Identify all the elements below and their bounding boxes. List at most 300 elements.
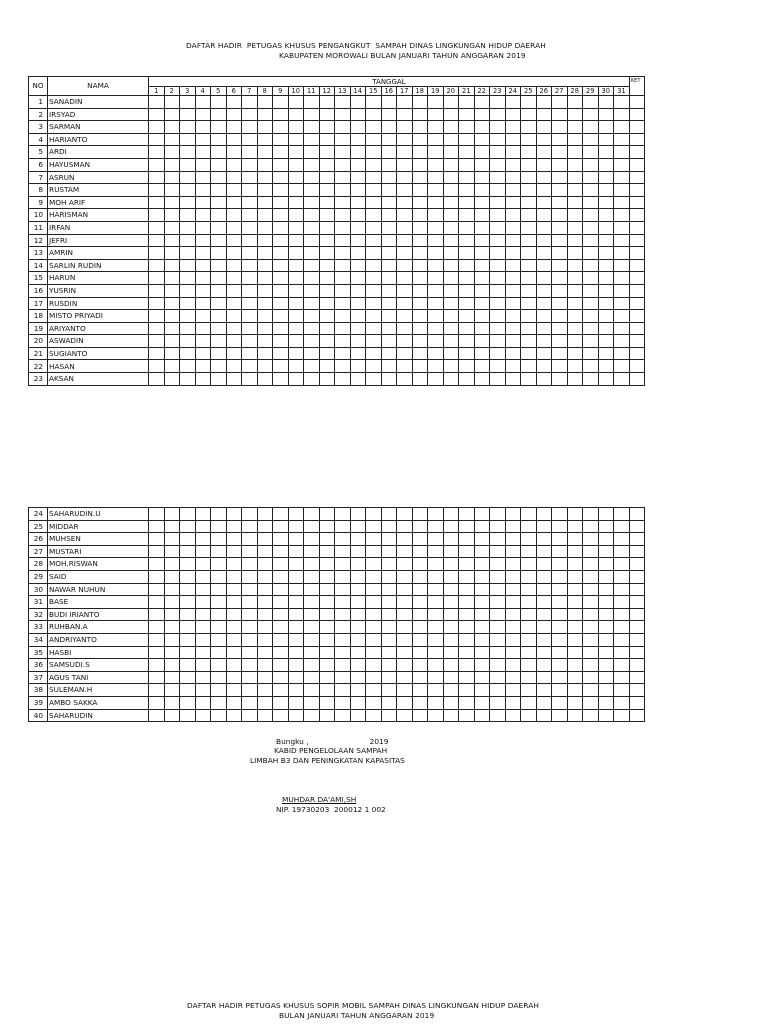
attendance-cell[interactable]: [505, 146, 521, 159]
attendance-cell[interactable]: [381, 209, 397, 222]
attendance-cell[interactable]: [567, 234, 583, 247]
attendance-cell[interactable]: [335, 570, 351, 583]
attendance-cell[interactable]: [211, 310, 227, 323]
attendance-cell[interactable]: [226, 347, 242, 360]
attendance-cell[interactable]: [257, 96, 273, 109]
attendance-cell[interactable]: [366, 335, 382, 348]
attendance-cell[interactable]: [505, 108, 521, 121]
attendance-cell[interactable]: [335, 621, 351, 634]
attendance-cell[interactable]: [304, 360, 320, 373]
attendance-cell[interactable]: [490, 545, 506, 558]
attendance-cell[interactable]: [381, 570, 397, 583]
attendance-cell[interactable]: [443, 335, 459, 348]
attendance-cell[interactable]: [288, 171, 304, 184]
attendance-cell[interactable]: [428, 322, 444, 335]
attendance-cell[interactable]: [257, 596, 273, 609]
ket-cell[interactable]: [629, 322, 644, 335]
attendance-cell[interactable]: [304, 234, 320, 247]
attendance-cell[interactable]: [304, 570, 320, 583]
attendance-cell[interactable]: [459, 373, 475, 386]
attendance-cell[interactable]: [350, 322, 366, 335]
attendance-cell[interactable]: [536, 209, 552, 222]
attendance-cell[interactable]: [381, 196, 397, 209]
attendance-cell[interactable]: [211, 570, 227, 583]
attendance-cell[interactable]: [288, 247, 304, 260]
attendance-cell[interactable]: [397, 709, 413, 722]
attendance-cell[interactable]: [366, 533, 382, 546]
attendance-cell[interactable]: [164, 259, 180, 272]
attendance-cell[interactable]: [211, 646, 227, 659]
attendance-cell[interactable]: [459, 146, 475, 159]
attendance-cell[interactable]: [335, 209, 351, 222]
attendance-cell[interactable]: [428, 96, 444, 109]
attendance-cell[interactable]: [242, 133, 258, 146]
attendance-cell[interactable]: [536, 633, 552, 646]
attendance-cell[interactable]: [319, 533, 335, 546]
attendance-cell[interactable]: [335, 533, 351, 546]
attendance-cell[interactable]: [242, 209, 258, 222]
attendance-cell[interactable]: [319, 709, 335, 722]
attendance-cell[interactable]: [443, 583, 459, 596]
attendance-cell[interactable]: [614, 520, 630, 533]
attendance-cell[interactable]: [521, 272, 537, 285]
attendance-cell[interactable]: [521, 133, 537, 146]
attendance-cell[interactable]: [428, 545, 444, 558]
ket-cell[interactable]: [629, 520, 644, 533]
attendance-cell[interactable]: [583, 633, 599, 646]
attendance-cell[interactable]: [459, 558, 475, 571]
attendance-cell[interactable]: [257, 508, 273, 521]
ket-cell[interactable]: [629, 508, 644, 521]
attendance-cell[interactable]: [583, 284, 599, 297]
attendance-cell[interactable]: [350, 583, 366, 596]
attendance-cell[interactable]: [397, 696, 413, 709]
attendance-cell[interactable]: [211, 121, 227, 134]
attendance-cell[interactable]: [614, 146, 630, 159]
attendance-cell[interactable]: [552, 608, 568, 621]
attendance-cell[interactable]: [397, 335, 413, 348]
attendance-cell[interactable]: [195, 247, 211, 260]
attendance-cell[interactable]: [567, 221, 583, 234]
attendance-cell[interactable]: [598, 133, 614, 146]
attendance-cell[interactable]: [521, 621, 537, 634]
attendance-cell[interactable]: [536, 221, 552, 234]
attendance-cell[interactable]: [180, 608, 196, 621]
attendance-cell[interactable]: [583, 545, 599, 558]
attendance-cell[interactable]: [552, 633, 568, 646]
attendance-cell[interactable]: [350, 347, 366, 360]
attendance-cell[interactable]: [149, 234, 165, 247]
attendance-cell[interactable]: [180, 583, 196, 596]
attendance-cell[interactable]: [288, 121, 304, 134]
attendance-cell[interactable]: [397, 684, 413, 697]
attendance-cell[interactable]: [505, 696, 521, 709]
attendance-cell[interactable]: [195, 533, 211, 546]
attendance-cell[interactable]: [443, 234, 459, 247]
attendance-cell[interactable]: [335, 158, 351, 171]
attendance-cell[interactable]: [521, 633, 537, 646]
ket-cell[interactable]: [629, 347, 644, 360]
attendance-cell[interactable]: [443, 621, 459, 634]
attendance-cell[interactable]: [319, 146, 335, 159]
attendance-cell[interactable]: [273, 696, 289, 709]
attendance-cell[interactable]: [319, 196, 335, 209]
attendance-cell[interactable]: [583, 684, 599, 697]
attendance-cell[interactable]: [552, 335, 568, 348]
attendance-cell[interactable]: [180, 196, 196, 209]
attendance-cell[interactable]: [273, 146, 289, 159]
attendance-cell[interactable]: [381, 96, 397, 109]
attendance-cell[interactable]: [583, 247, 599, 260]
attendance-cell[interactable]: [288, 520, 304, 533]
attendance-cell[interactable]: [459, 583, 475, 596]
attendance-cell[interactable]: [443, 259, 459, 272]
attendance-cell[interactable]: [521, 696, 537, 709]
attendance-cell[interactable]: [397, 608, 413, 621]
attendance-cell[interactable]: [412, 596, 428, 609]
attendance-cell[interactable]: [474, 347, 490, 360]
attendance-cell[interactable]: [288, 570, 304, 583]
attendance-cell[interactable]: [180, 221, 196, 234]
attendance-cell[interactable]: [350, 659, 366, 672]
attendance-cell[interactable]: [211, 583, 227, 596]
attendance-cell[interactable]: [257, 347, 273, 360]
attendance-cell[interactable]: [335, 709, 351, 722]
ket-cell[interactable]: [629, 621, 644, 634]
attendance-cell[interactable]: [536, 171, 552, 184]
attendance-cell[interactable]: [366, 322, 382, 335]
attendance-cell[interactable]: [381, 621, 397, 634]
attendance-cell[interactable]: [567, 297, 583, 310]
attendance-cell[interactable]: [412, 297, 428, 310]
attendance-cell[interactable]: [149, 221, 165, 234]
attendance-cell[interactable]: [335, 184, 351, 197]
attendance-cell[interactable]: [381, 133, 397, 146]
attendance-cell[interactable]: [149, 196, 165, 209]
attendance-cell[interactable]: [304, 583, 320, 596]
attendance-cell[interactable]: [149, 247, 165, 260]
attendance-cell[interactable]: [567, 545, 583, 558]
attendance-cell[interactable]: [412, 247, 428, 260]
attendance-cell[interactable]: [521, 646, 537, 659]
attendance-cell[interactable]: [598, 583, 614, 596]
attendance-cell[interactable]: [366, 633, 382, 646]
attendance-cell[interactable]: [273, 596, 289, 609]
attendance-cell[interactable]: [428, 108, 444, 121]
attendance-cell[interactable]: [490, 247, 506, 260]
attendance-cell[interactable]: [149, 684, 165, 697]
attendance-cell[interactable]: [319, 545, 335, 558]
attendance-cell[interactable]: [505, 633, 521, 646]
attendance-cell[interactable]: [350, 373, 366, 386]
attendance-cell[interactable]: [614, 646, 630, 659]
attendance-cell[interactable]: [443, 209, 459, 222]
attendance-cell[interactable]: [536, 108, 552, 121]
attendance-cell[interactable]: [536, 545, 552, 558]
attendance-cell[interactable]: [490, 659, 506, 672]
attendance-cell[interactable]: [505, 297, 521, 310]
attendance-cell[interactable]: [598, 335, 614, 348]
attendance-cell[interactable]: [536, 272, 552, 285]
attendance-cell[interactable]: [226, 633, 242, 646]
attendance-cell[interactable]: [428, 646, 444, 659]
attendance-cell[interactable]: [350, 184, 366, 197]
attendance-cell[interactable]: [195, 360, 211, 373]
attendance-cell[interactable]: [381, 583, 397, 596]
attendance-cell[interactable]: [273, 247, 289, 260]
attendance-cell[interactable]: [164, 234, 180, 247]
attendance-cell[interactable]: [474, 608, 490, 621]
attendance-cell[interactable]: [598, 184, 614, 197]
attendance-cell[interactable]: [366, 570, 382, 583]
attendance-cell[interactable]: [598, 709, 614, 722]
attendance-cell[interactable]: [397, 259, 413, 272]
attendance-cell[interactable]: [474, 284, 490, 297]
attendance-cell[interactable]: [412, 335, 428, 348]
attendance-cell[interactable]: [474, 234, 490, 247]
attendance-cell[interactable]: [397, 171, 413, 184]
attendance-cell[interactable]: [412, 545, 428, 558]
attendance-cell[interactable]: [288, 347, 304, 360]
attendance-cell[interactable]: [149, 272, 165, 285]
attendance-cell[interactable]: [583, 184, 599, 197]
attendance-cell[interactable]: [412, 608, 428, 621]
attendance-cell[interactable]: [257, 209, 273, 222]
attendance-cell[interactable]: [226, 221, 242, 234]
attendance-cell[interactable]: [614, 322, 630, 335]
attendance-cell[interactable]: [164, 596, 180, 609]
attendance-cell[interactable]: [397, 108, 413, 121]
attendance-cell[interactable]: [490, 196, 506, 209]
attendance-cell[interactable]: [536, 196, 552, 209]
attendance-cell[interactable]: [552, 583, 568, 596]
attendance-cell[interactable]: [614, 272, 630, 285]
attendance-cell[interactable]: [428, 659, 444, 672]
attendance-cell[interactable]: [598, 520, 614, 533]
attendance-cell[interactable]: [552, 297, 568, 310]
attendance-cell[interactable]: [397, 596, 413, 609]
attendance-cell[interactable]: [366, 171, 382, 184]
attendance-cell[interactable]: [211, 360, 227, 373]
attendance-cell[interactable]: [428, 633, 444, 646]
attendance-cell[interactable]: [536, 570, 552, 583]
attendance-cell[interactable]: [598, 297, 614, 310]
attendance-cell[interactable]: [598, 596, 614, 609]
attendance-cell[interactable]: [536, 696, 552, 709]
attendance-cell[interactable]: [304, 508, 320, 521]
attendance-cell[interactable]: [583, 608, 599, 621]
attendance-cell[interactable]: [428, 121, 444, 134]
attendance-cell[interactable]: [149, 209, 165, 222]
attendance-cell[interactable]: [490, 696, 506, 709]
attendance-cell[interactable]: [164, 121, 180, 134]
attendance-cell[interactable]: [459, 709, 475, 722]
attendance-cell[interactable]: [304, 96, 320, 109]
attendance-cell[interactable]: [242, 684, 258, 697]
attendance-cell[interactable]: [443, 520, 459, 533]
attendance-cell[interactable]: [412, 322, 428, 335]
attendance-cell[interactable]: [195, 373, 211, 386]
attendance-cell[interactable]: [164, 608, 180, 621]
ket-cell[interactable]: [629, 608, 644, 621]
attendance-cell[interactable]: [366, 360, 382, 373]
attendance-cell[interactable]: [164, 696, 180, 709]
attendance-cell[interactable]: [536, 520, 552, 533]
attendance-cell[interactable]: [366, 520, 382, 533]
attendance-cell[interactable]: [443, 533, 459, 546]
attendance-cell[interactable]: [366, 583, 382, 596]
attendance-cell[interactable]: [180, 272, 196, 285]
attendance-cell[interactable]: [583, 570, 599, 583]
attendance-cell[interactable]: [521, 545, 537, 558]
attendance-cell[interactable]: [552, 671, 568, 684]
attendance-cell[interactable]: [381, 272, 397, 285]
attendance-cell[interactable]: [381, 108, 397, 121]
attendance-cell[interactable]: [273, 272, 289, 285]
attendance-cell[interactable]: [195, 583, 211, 596]
attendance-cell[interactable]: [490, 373, 506, 386]
attendance-cell[interactable]: [552, 696, 568, 709]
attendance-cell[interactable]: [412, 373, 428, 386]
attendance-cell[interactable]: [443, 133, 459, 146]
attendance-cell[interactable]: [567, 558, 583, 571]
attendance-cell[interactable]: [164, 545, 180, 558]
attendance-cell[interactable]: [536, 508, 552, 521]
attendance-cell[interactable]: [288, 196, 304, 209]
attendance-cell[interactable]: [288, 608, 304, 621]
attendance-cell[interactable]: [536, 646, 552, 659]
attendance-cell[interactable]: [598, 272, 614, 285]
attendance-cell[interactable]: [319, 671, 335, 684]
attendance-cell[interactable]: [319, 520, 335, 533]
attendance-cell[interactable]: [583, 221, 599, 234]
attendance-cell[interactable]: [195, 659, 211, 672]
attendance-cell[interactable]: [242, 696, 258, 709]
attendance-cell[interactable]: [614, 508, 630, 521]
attendance-cell[interactable]: [614, 633, 630, 646]
attendance-cell[interactable]: [149, 596, 165, 609]
attendance-cell[interactable]: [412, 684, 428, 697]
attendance-cell[interactable]: [505, 684, 521, 697]
attendance-cell[interactable]: [180, 284, 196, 297]
attendance-cell[interactable]: [459, 259, 475, 272]
attendance-cell[interactable]: [288, 373, 304, 386]
attendance-cell[interactable]: [397, 659, 413, 672]
attendance-cell[interactable]: [490, 310, 506, 323]
attendance-cell[interactable]: [381, 596, 397, 609]
ket-cell[interactable]: [629, 659, 644, 672]
attendance-cell[interactable]: [614, 108, 630, 121]
attendance-cell[interactable]: [257, 709, 273, 722]
attendance-cell[interactable]: [505, 347, 521, 360]
attendance-cell[interactable]: [335, 633, 351, 646]
attendance-cell[interactable]: [242, 360, 258, 373]
attendance-cell[interactable]: [257, 570, 273, 583]
attendance-cell[interactable]: [583, 646, 599, 659]
attendance-cell[interactable]: [474, 583, 490, 596]
attendance-cell[interactable]: [412, 209, 428, 222]
attendance-cell[interactable]: [180, 158, 196, 171]
attendance-cell[interactable]: [428, 171, 444, 184]
attendance-cell[interactable]: [288, 184, 304, 197]
attendance-cell[interactable]: [366, 133, 382, 146]
attendance-cell[interactable]: [552, 347, 568, 360]
attendance-cell[interactable]: [505, 533, 521, 546]
ket-cell[interactable]: [629, 171, 644, 184]
attendance-cell[interactable]: [180, 209, 196, 222]
attendance-cell[interactable]: [211, 209, 227, 222]
attendance-cell[interactable]: [552, 360, 568, 373]
attendance-cell[interactable]: [304, 310, 320, 323]
attendance-cell[interactable]: [350, 684, 366, 697]
attendance-cell[interactable]: [180, 108, 196, 121]
attendance-cell[interactable]: [474, 221, 490, 234]
attendance-cell[interactable]: [211, 684, 227, 697]
attendance-cell[interactable]: [567, 696, 583, 709]
attendance-cell[interactable]: [505, 247, 521, 260]
attendance-cell[interactable]: [164, 272, 180, 285]
attendance-cell[interactable]: [350, 646, 366, 659]
attendance-cell[interactable]: [412, 284, 428, 297]
attendance-cell[interactable]: [195, 146, 211, 159]
attendance-cell[interactable]: [583, 583, 599, 596]
attendance-cell[interactable]: [474, 171, 490, 184]
attendance-cell[interactable]: [257, 608, 273, 621]
attendance-cell[interactable]: [211, 621, 227, 634]
attendance-cell[interactable]: [474, 373, 490, 386]
attendance-cell[interactable]: [226, 533, 242, 546]
attendance-cell[interactable]: [567, 508, 583, 521]
attendance-cell[interactable]: [304, 259, 320, 272]
ket-cell[interactable]: [629, 570, 644, 583]
attendance-cell[interactable]: [366, 545, 382, 558]
attendance-cell[interactable]: [226, 297, 242, 310]
attendance-cell[interactable]: [257, 284, 273, 297]
attendance-cell[interactable]: [381, 373, 397, 386]
attendance-cell[interactable]: [226, 184, 242, 197]
attendance-cell[interactable]: [288, 545, 304, 558]
attendance-cell[interactable]: [552, 508, 568, 521]
attendance-cell[interactable]: [195, 133, 211, 146]
attendance-cell[interactable]: [366, 158, 382, 171]
attendance-cell[interactable]: [583, 108, 599, 121]
attendance-cell[interactable]: [428, 508, 444, 521]
attendance-cell[interactable]: [474, 121, 490, 134]
attendance-cell[interactable]: [226, 508, 242, 521]
attendance-cell[interactable]: [257, 247, 273, 260]
attendance-cell[interactable]: [552, 646, 568, 659]
attendance-cell[interactable]: [583, 133, 599, 146]
attendance-cell[interactable]: [490, 671, 506, 684]
attendance-cell[interactable]: [474, 247, 490, 260]
attendance-cell[interactable]: [474, 520, 490, 533]
attendance-cell[interactable]: [505, 646, 521, 659]
attendance-cell[interactable]: [552, 596, 568, 609]
attendance-cell[interactable]: [242, 709, 258, 722]
attendance-cell[interactable]: [459, 108, 475, 121]
attendance-cell[interactable]: [490, 533, 506, 546]
attendance-cell[interactable]: [552, 558, 568, 571]
attendance-cell[interactable]: [490, 570, 506, 583]
attendance-cell[interactable]: [366, 259, 382, 272]
attendance-cell[interactable]: [474, 570, 490, 583]
attendance-cell[interactable]: [443, 608, 459, 621]
attendance-cell[interactable]: [273, 608, 289, 621]
attendance-cell[interactable]: [180, 310, 196, 323]
attendance-cell[interactable]: [443, 171, 459, 184]
ket-cell[interactable]: [629, 96, 644, 109]
attendance-cell[interactable]: [614, 360, 630, 373]
